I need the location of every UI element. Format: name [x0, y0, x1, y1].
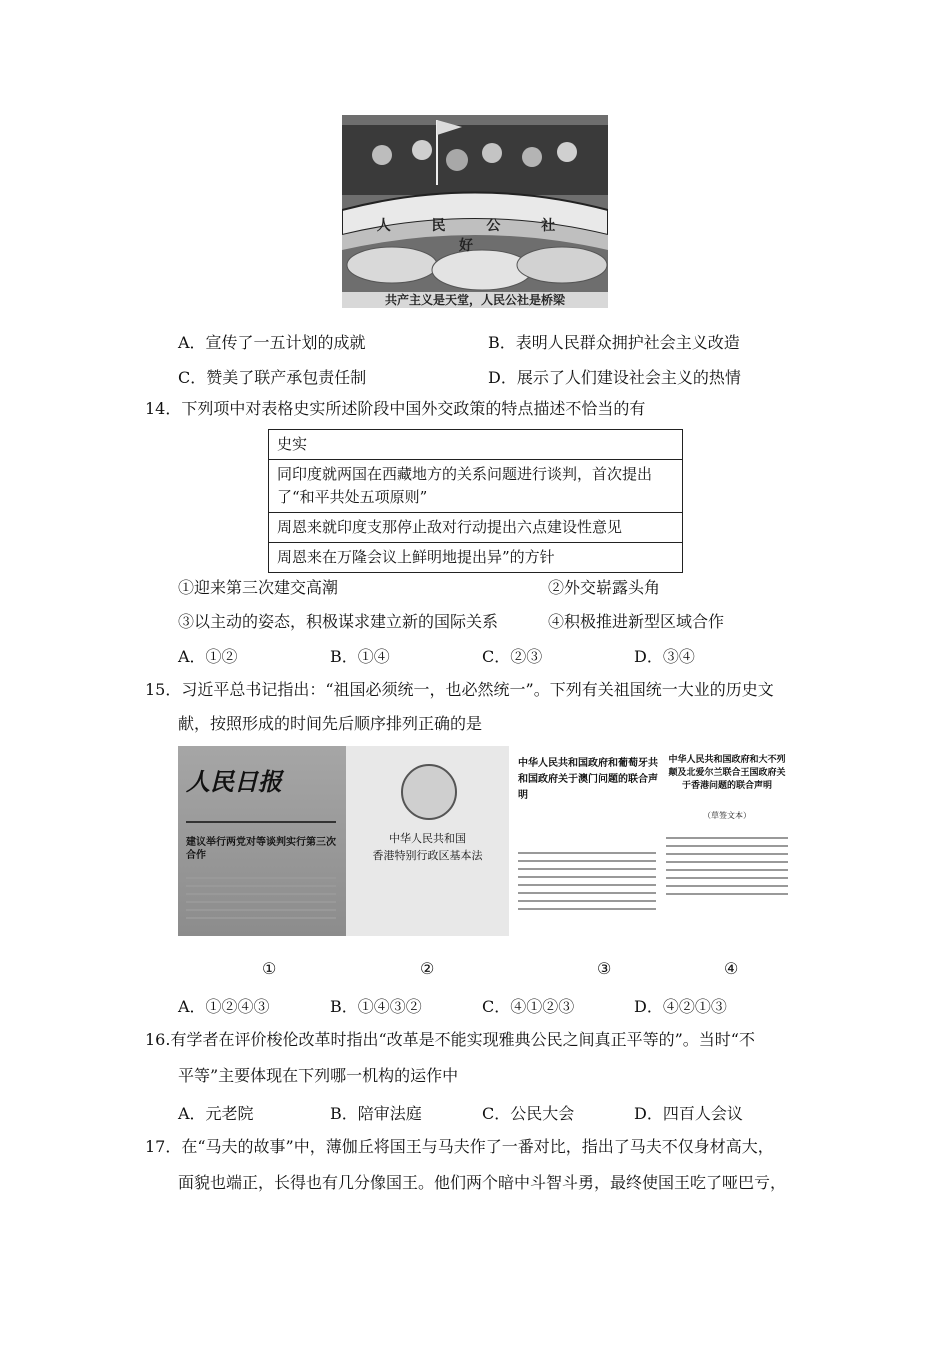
document-image-1: [178, 746, 346, 936]
q13-option-c: C．赞美了联产承包责任制: [178, 368, 367, 387]
table-row: 同印度就两国在西藏地方的关系问题进行谈判，首次提出了“和平共处五项原则”: [269, 460, 683, 513]
q14-statement-3: ③以主动的姿态，积极谋求建立新的国际关系: [178, 612, 499, 631]
document-image-2: [346, 746, 509, 936]
national-emblem-icon: [401, 764, 457, 820]
history-facts-table: [268, 429, 683, 573]
document-image-3: [512, 746, 662, 936]
q14-option-a: A．①②: [178, 647, 238, 666]
poster-caption: 共产主义是天堂，人民公社是桥梁: [342, 292, 608, 308]
doc1-headline: 建议举行两党对等谈判实行第三次合作: [186, 837, 336, 861]
q15-option-a: A．①②④③: [178, 997, 270, 1016]
doc2-title-line1: 中华人民共和国: [389, 832, 466, 845]
q16-option-b: B．陪审法庭: [330, 1104, 422, 1123]
poster-bridge-text: 人 民 公 社 好: [376, 218, 574, 254]
q15-stem-line2: 献，按照形成的时间先后顺序排列正确的是: [178, 714, 483, 733]
doc2-title-line2: 香港特别行政区基本法: [372, 849, 483, 862]
table-row: 周恩来在万隆会议上鲜明地提出异”的方针: [269, 543, 683, 573]
q13-option-b: B．表明人民群众拥护社会主义改造: [488, 333, 740, 352]
q14-option-c: C．②③: [482, 647, 543, 666]
q16-stem-line1: 16.有学者在评价梭伦改革时指出“改革是不能实现雅典公民之间真正平等的”。当时“不: [145, 1030, 755, 1049]
q15-stem-line1: 15．习近平总书记指出：“祖国必须统一，也必然统一”。下列有关祖国统一大业的历史文: [145, 680, 774, 699]
q16-option-c: C．公民大会: [482, 1104, 575, 1123]
q13-option-a: A．宣传了一五计划的成就: [178, 333, 366, 352]
propaganda-poster-image: [342, 115, 608, 308]
q14-statement-4: ④积极推进新型区域合作: [548, 612, 725, 631]
document-image-4: [662, 746, 792, 936]
doc1-masthead: 人民日报: [186, 767, 282, 796]
q15-option-b: B．①④③②: [330, 997, 422, 1016]
q16-stem-line2: 平等”主要体现在下列哪一机构的运作中: [178, 1066, 459, 1085]
doc-label-3: ③: [597, 959, 612, 978]
q17-stem-line1: 17．在“马夫的故事”中，薄伽丘将国王与马夫作了一番对比，指出了马夫不仅身材高大，: [145, 1137, 774, 1156]
q15-option-c: C．④①②③: [482, 997, 575, 1016]
q14-statement-1: ①迎来第三次建交高潮: [178, 578, 339, 597]
doc-label-1: ①: [262, 959, 277, 978]
doc-label-2: ②: [420, 959, 435, 978]
table-row: 周恩来就印度支那停止敌对行动提出六点建设性意见: [269, 513, 683, 543]
q14-option-d: D．③④: [634, 647, 695, 666]
q13-option-d: D．展示了人们建设社会主义的热情: [488, 368, 741, 387]
q16-option-a: A．元老院: [178, 1104, 254, 1123]
q14-stem: 14．下列项中对表格史实所述阶段中国外交政策的特点描述不恰当的有: [145, 399, 646, 418]
q15-option-d: D．④②①③: [634, 997, 727, 1016]
q14-option-b: B．①④: [330, 647, 390, 666]
q16-option-d: D．四百人会议: [634, 1104, 743, 1123]
doc4-title: 中华人民共和国政府和大不列颠及北爱尔兰联合王国政府关于香港问题的联合声明: [668, 755, 786, 791]
doc-label-4: ④: [724, 959, 739, 978]
doc4-subtitle: （草签文本）: [703, 811, 751, 820]
q17-stem-line2: 面貌也端正，长得也有几分像国王。他们两个暗中斗智斗勇，最终使国王吃了哑巴亏，: [178, 1173, 787, 1192]
q14-statement-2: ②外交崭露头角: [548, 578, 661, 597]
doc3-title: 中华人民共和国政府和葡萄牙共和国政府关于澳门问题的联合声明: [518, 758, 658, 801]
table-header: 史实: [269, 430, 683, 460]
